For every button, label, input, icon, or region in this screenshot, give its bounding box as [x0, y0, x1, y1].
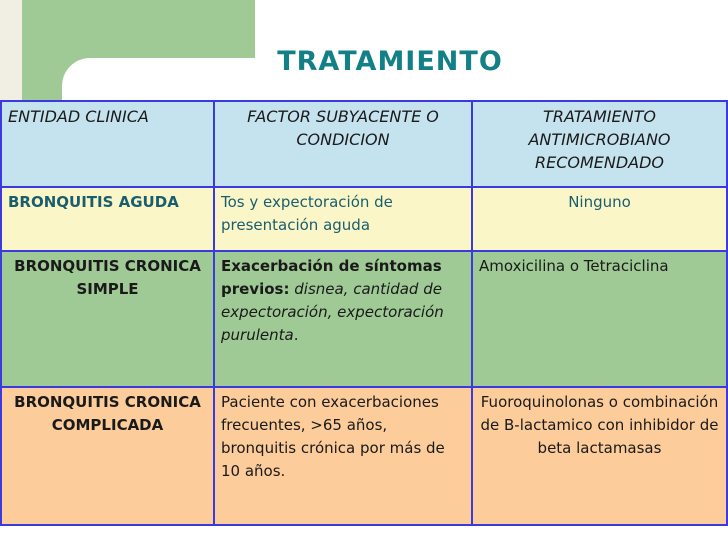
header-factor-subyacente: FACTOR SUBYACENTE O CONDICION [214, 101, 472, 187]
cell-factor [214, 251, 472, 387]
header-tratamiento: TRATAMIENTO ANTIMICROBIANO RECOMENDADO [472, 101, 727, 187]
cell-treatment: Fuoroquinolonas o combinación de B-lactamico con inhibidor de beta lactamasas [472, 387, 727, 525]
header-entidad-clinica: ENTIDAD CLINICA [1, 101, 214, 187]
table-row [1, 187, 727, 251]
cell-factor: Paciente con exacerbaciones frecuentes, >65 años, bronquitis crónica por más de 10 años. [214, 387, 472, 525]
cell-entity: BRONQUITIS CRONICA COMPLICADA [1, 387, 214, 525]
factor-end-text: . [293, 326, 299, 344]
cell-treatment: Ninguno [472, 187, 727, 251]
page-title: TRATAMIENTO [277, 46, 503, 77]
cell-factor: Tos y expectoración de presentación aguda [214, 187, 472, 251]
cell-entity: BRONQUITIS AGUDA [1, 187, 214, 251]
treatment-table [0, 100, 728, 526]
decorative-cream-strip [0, 0, 22, 100]
cell-entity: BRONQUITIS CRONICA SIMPLE [1, 251, 214, 387]
factor-italic-text: disnea, cantidad de expectoración, expectoración purulenta [221, 280, 444, 344]
cell-treatment: Amoxicilina o Tetraciclina [472, 251, 727, 387]
table-row [1, 387, 727, 525]
factor-bold-text: Exacerbación de síntomas previos: [221, 257, 442, 298]
table-header-row [1, 101, 727, 187]
table-row [1, 251, 727, 387]
